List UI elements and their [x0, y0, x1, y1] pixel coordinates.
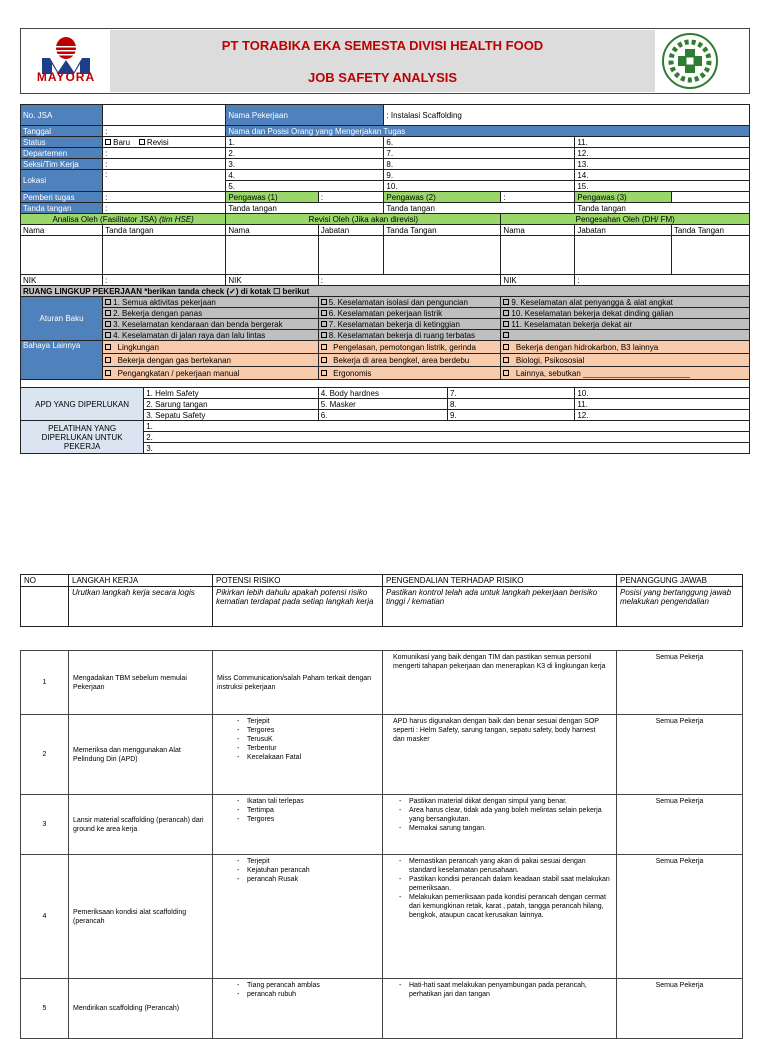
- pelatihan-item[interactable]: 3.: [144, 443, 750, 454]
- revisi-nik-field[interactable]: :: [318, 275, 501, 286]
- checkbox-icon[interactable]: [503, 321, 509, 327]
- apd-item[interactable]: 10.: [575, 388, 750, 399]
- risk-item: - Tertimpa: [247, 806, 378, 815]
- aturan-item[interactable]: [318, 297, 501, 308]
- bahaya-item-label: Ergonomis: [333, 368, 372, 378]
- control-text: Komunikasi yang baik dengan TIM dan pastikan semua personil mengerti tahapan pekerjaan dan menerapkan K3 di lingkungan kerja: [393, 654, 606, 670]
- aturan-item-label: 1. Semua aktivitas pekerjaan: [113, 297, 216, 307]
- seksi-field[interactable]: :: [103, 159, 226, 170]
- nama-posisi-header: Nama dan Posisi Orang yang Mengerjakan Tugas: [226, 126, 750, 137]
- jsa-step-row: [21, 855, 743, 979]
- bahaya-item[interactable]: [501, 367, 750, 380]
- pengawas-3-signature[interactable]: Tanda tangan: [575, 203, 750, 214]
- checkbox-icon[interactable]: [503, 370, 509, 376]
- step-description: Mengadakan TBM sebelum memulai Pekerjaan: [69, 651, 213, 715]
- bahaya-item-label: Lingkungan: [117, 342, 159, 352]
- analisa-nama-header: Nama: [21, 225, 103, 236]
- checkbox-icon[interactable]: [321, 357, 327, 363]
- no-jsa-label: No. JSA: [21, 105, 103, 126]
- tanda-tangan-label: Tanda tangan: [21, 203, 103, 214]
- step-description: Memeriksa dan menggunakan Alat Pelindung Diri (APD): [69, 715, 213, 795]
- step-description: Mendirikan scaffolding (Perancah): [69, 979, 213, 1039]
- bahaya-item[interactable]: [501, 341, 750, 354]
- analisa-ttd-header: Tanda tangan: [103, 225, 226, 236]
- aturan-item[interactable]: [318, 330, 501, 341]
- risk-item: - Tiang perancah amblas: [247, 981, 378, 990]
- apd-item[interactable]: 2. Sarung tangan: [144, 399, 319, 410]
- col-no-desc: [21, 587, 69, 627]
- checkbox-icon[interactable]: [321, 299, 327, 305]
- step-responsible: Semua Pekerja: [617, 715, 743, 795]
- worker-4[interactable]: 4.: [226, 170, 384, 181]
- jsa-steps-header: [20, 574, 743, 627]
- pengesahan-nik-label: NIK: [501, 275, 575, 286]
- step-number: 4: [21, 855, 69, 979]
- revisi-oleh-header: Revisi Oleh (Jika akan direvisi): [226, 214, 501, 225]
- apd-item[interactable]: 4. Body hardnes: [318, 388, 447, 399]
- revisi-label: Revisi: [146, 137, 169, 147]
- pengawas-2-label: Pengawas (2): [384, 192, 501, 203]
- checkbox-icon[interactable]: [105, 370, 111, 376]
- aturan-item[interactable]: [103, 297, 319, 308]
- checkbox-icon[interactable]: [105, 332, 111, 338]
- risk-item: - Kecelakaan Fatal: [247, 753, 378, 762]
- control-item: - Area harus clear, tidak ada yang boleh melintas selain pekerja yang bersangkutan.: [409, 806, 612, 824]
- checkbox-icon[interactable]: [105, 310, 111, 316]
- aturan-item[interactable]: [501, 330, 750, 341]
- jsa-form-table: [20, 104, 750, 454]
- aturan-item[interactable]: [103, 319, 319, 330]
- pengesahan-header: Pengesahan Oleh (DH/ FM): [501, 214, 750, 225]
- pengesahan-nama-header: Nama: [501, 225, 575, 236]
- aturan-item-label: 6. Keselamatan pekerjaan listrik: [328, 308, 443, 318]
- col-pj-desc: Posisi yang bertanggung jawab melakukan pengendalian: [617, 587, 743, 627]
- worker-10[interactable]: 10.: [384, 181, 575, 192]
- aturan-item-label: 11. Keselamatan bekerja dekat air: [511, 319, 633, 329]
- step-risks: [213, 795, 383, 855]
- apd-item[interactable]: 8.: [448, 399, 575, 410]
- step-description: Pemeriksaan kondisi alat scaffolding (perancah: [69, 855, 213, 979]
- checkbox-icon[interactable]: [503, 310, 509, 316]
- aturan-item-label: 7. Keselamatan bekerja di ketinggian: [328, 319, 460, 329]
- control-item: - Hati-hati saat melakukan penyambungan pada perancah, perhatikan jari dan tangan: [409, 981, 612, 999]
- worker-1[interactable]: 1.: [226, 137, 384, 148]
- worker-9[interactable]: 9.: [384, 170, 575, 181]
- step-responsible: Semua Pekerja: [617, 855, 743, 979]
- step-risks: [213, 715, 383, 795]
- aturan-item-label: 8. Keselamatan bekerja di ruang terbatas: [328, 330, 476, 340]
- checkbox-icon[interactable]: [503, 344, 509, 350]
- bahaya-item-label: Biologi, Psikososial: [515, 355, 585, 365]
- bahaya-item[interactable]: [318, 341, 501, 354]
- lokasi-label: Lokasi: [21, 170, 103, 192]
- departemen-label: Departemen: [21, 148, 103, 159]
- checkbox-icon[interactable]: [503, 332, 509, 338]
- departemen-field[interactable]: :: [103, 148, 226, 159]
- checkbox-icon[interactable]: [105, 344, 111, 350]
- apd-item[interactable]: 5. Masker: [318, 399, 447, 410]
- step-risks: [213, 651, 383, 715]
- checkbox-icon[interactable]: [503, 299, 509, 305]
- aturan-item-label: 10. Keselamatan bekerja dekat dinding galian: [511, 308, 674, 318]
- step-number: 1: [21, 651, 69, 715]
- revisi-jabatan-header: Jabatan: [318, 225, 384, 236]
- aturan-item[interactable]: [103, 308, 319, 319]
- pengawas-1-signature[interactable]: Tanda tangan: [226, 203, 384, 214]
- control-item: - Memastikan perancah yang akan di pakai sesuai dengan standard keselamatan perusahaan.: [409, 857, 612, 875]
- bahaya-item-label: Pengangkatan / pekerjaan manual: [117, 368, 240, 378]
- checkbox-icon[interactable]: [321, 332, 327, 338]
- tanda-tangan-field[interactable]: :: [103, 203, 226, 214]
- checkbox-icon[interactable]: [105, 357, 111, 363]
- worker-15[interactable]: 15.: [575, 181, 750, 192]
- analisa-nama-field[interactable]: [21, 236, 103, 275]
- risk-item: - perancah Rusak: [247, 875, 378, 884]
- revisi-ttd-header: Tanda Tangan: [384, 225, 501, 236]
- analisa-nik-field[interactable]: :: [103, 275, 226, 286]
- aturan-item-label: 3. Keselamatan kendaraan dan benda bergerak: [113, 319, 283, 329]
- worker-3[interactable]: 3.: [226, 159, 384, 170]
- pengawas-1-field[interactable]: :: [318, 192, 384, 203]
- worker-2[interactable]: 2.: [226, 148, 384, 159]
- no-jsa-field[interactable]: [103, 105, 226, 126]
- col-penanggung-jawab: PENANGGUNG JAWAB: [617, 575, 743, 587]
- control-text: APD harus digunakan dengan baik dan benar sesuai dengan SOP seperti : Helm Safety, sarung tangan, sepatu safety, body harnest dan masker: [393, 718, 599, 743]
- step-controls: [383, 979, 617, 1039]
- k3-emblem-logo: [660, 32, 720, 90]
- apd-label: APD YANG DIPERLUKAN: [21, 388, 144, 421]
- col-langkah-kerja: LANGKAH KERJA: [69, 575, 213, 587]
- pengawas-2-field[interactable]: :: [501, 192, 575, 203]
- analisa-ttd-field[interactable]: [103, 236, 226, 275]
- risk-item: - Kejatuhan perancah: [247, 866, 378, 875]
- apd-item[interactable]: 3. Sepatu Safety: [144, 410, 319, 421]
- col-no: NO: [21, 575, 69, 587]
- risk-item: - Ikatan tali terlepas: [247, 797, 378, 806]
- pengesahan-jabatan-header: Jabatan: [575, 225, 672, 236]
- mayora-logo-text: MAYORA: [36, 70, 96, 84]
- nama-pekerjaan-label: Nama Pekerjaan: [226, 105, 384, 126]
- revisi-ttd-field[interactable]: [384, 236, 501, 275]
- bahaya-item-label: Pengelasan, pemotongan listrik, gerinda: [333, 342, 476, 352]
- checkbox-icon[interactable]: [503, 357, 509, 363]
- checkbox-icon[interactable]: [105, 299, 111, 305]
- risk-item: - Tergores: [247, 726, 378, 735]
- apd-item[interactable]: 9.: [448, 410, 575, 421]
- bahaya-item[interactable]: [103, 367, 319, 380]
- step-number: 3: [21, 795, 69, 855]
- bahaya-item[interactable]: [103, 341, 319, 354]
- tanggal-field[interactable]: :: [103, 126, 226, 137]
- risk-text: Miss Communication/salah Paham terkait dengan instruksi pekerjaan: [217, 674, 372, 691]
- revisi-nama-header: Nama: [226, 225, 318, 236]
- pengawas-3-label: Pengawas (3): [575, 192, 672, 203]
- checkbox-icon[interactable]: [105, 321, 111, 327]
- checkbox-icon[interactable]: [321, 310, 327, 316]
- pemberi-tugas-field[interactable]: :: [103, 192, 226, 203]
- apd-item[interactable]: 11.: [575, 399, 750, 410]
- bahaya-item-label: Lainnya, sebutkan ________________________: [515, 368, 690, 378]
- control-item: - Melakukan pemeriksaan pada kondisi perancah dengan cermat dari kemungkinan retak, karat , patah, tangga perancah hilang, bengkok, ataupun cacat kerusakan lainnya.: [409, 893, 612, 920]
- bahaya-item-label: Bekerja dengan gas bertekanan: [117, 355, 231, 365]
- risk-item: - TerusuK: [247, 735, 378, 744]
- control-item: - Pastikan material diikat dengan simpul yang benar.: [409, 797, 612, 806]
- baru-label: Baru: [113, 137, 131, 147]
- revisi-nik-label: NIK: [226, 275, 318, 286]
- bahaya-item-label: Bekerja di area bengkel, area berdebu: [333, 355, 470, 365]
- aturan-item-label: 4. Keselamatan di jalan raya dan lalu lintas: [113, 330, 266, 340]
- jsa-steps-table: [20, 650, 743, 1039]
- risk-item: - Tergores: [247, 815, 378, 824]
- apd-item[interactable]: 12.: [575, 410, 750, 421]
- bahaya-item[interactable]: [103, 354, 319, 367]
- pelatihan-label: PELATIHAN YANG DIPERLUKAN UNTUK PEKERJA: [21, 421, 144, 454]
- pengesahan-jabatan-field[interactable]: [575, 236, 672, 275]
- worker-7[interactable]: 7.: [384, 148, 575, 159]
- step-number: 2: [21, 715, 69, 795]
- apd-item[interactable]: 1. Helm Safety: [144, 388, 319, 399]
- aturan-item-label: 5. Keselamatan isolasi dan penguncian: [328, 297, 468, 307]
- jsa-step-row: [21, 795, 743, 855]
- step-responsible: Semua Pekerja: [617, 651, 743, 715]
- revisi-jabatan-field[interactable]: [318, 236, 384, 275]
- status-options: [103, 137, 226, 148]
- step-controls: [383, 795, 617, 855]
- seksi-label: Seksi/Tim Kerja: [21, 159, 103, 170]
- aturan-item[interactable]: [318, 308, 501, 319]
- bahaya-item[interactable]: [318, 354, 501, 367]
- risk-item: - Terjepit: [247, 857, 378, 866]
- pengesahan-ttd-field[interactable]: [671, 236, 749, 275]
- bahaya-item[interactable]: [501, 354, 750, 367]
- aturan-item-label: 2. Bekerja dengan panas: [113, 308, 203, 318]
- aturan-item[interactable]: [501, 308, 750, 319]
- step-description: Lansir material scaffolding (perancah) dari ground ke area kerja: [69, 795, 213, 855]
- col-potensi-risiko: POTENSI RISIKO: [213, 575, 383, 587]
- worker-6[interactable]: 6.: [384, 137, 575, 148]
- step-risks: [213, 979, 383, 1039]
- pengesahan-nama-field[interactable]: [501, 236, 575, 275]
- step-responsible: Semua Pekerja: [617, 979, 743, 1039]
- company-title: PT TORABIKA EKA SEMESTA DIVISI HEALTH FOOD: [221, 38, 544, 53]
- col-potensi-desc: Pikirkan lebih dahulu apakah potensi risiko kematian terdapat pada setiap langkah kerja: [213, 587, 383, 627]
- checkbox-icon[interactable]: [321, 370, 327, 376]
- aturan-item[interactable]: [501, 297, 750, 308]
- pemberi-tugas-label: Pemberi tugas: [21, 192, 103, 203]
- aturan-baku-label: Aturan Baku: [21, 297, 103, 341]
- control-item: - Pastikan kondisi perancah dalam keadaan stabil saat melakukan pemeriksaan.: [409, 875, 612, 893]
- pelatihan-item[interactable]: 2.: [144, 432, 750, 443]
- checkbox-icon[interactable]: [321, 344, 327, 350]
- worker-12[interactable]: 12.: [575, 148, 750, 159]
- aturan-item[interactable]: [318, 319, 501, 330]
- step-risks: [213, 855, 383, 979]
- checkbox-icon[interactable]: [321, 321, 327, 327]
- worker-11[interactable]: 11.: [575, 137, 750, 148]
- jsa-step-row: [21, 715, 743, 795]
- analisa-nik-label: NIK: [21, 275, 103, 286]
- pengawas-3-field[interactable]: [671, 192, 749, 203]
- status-label: Status: [21, 137, 103, 148]
- aturan-item-label: 9. Keselamatan alat penyangga & alat angkat: [511, 297, 673, 307]
- analisa-header: [21, 214, 226, 225]
- col-pengendalian: PENGENDALIAN TERHADAP RISIKO: [383, 575, 617, 587]
- jsa-step-row: [21, 979, 743, 1039]
- worker-5[interactable]: 5.: [226, 181, 384, 192]
- step-responsible: Semua Pekerja: [617, 795, 743, 855]
- risk-item: - Terjepit: [247, 717, 378, 726]
- step-number: 5: [21, 979, 69, 1039]
- step-controls: [383, 715, 617, 795]
- revisi-nama-field[interactable]: [226, 236, 318, 275]
- document-title: JOB SAFETY ANALYSIS: [307, 70, 458, 85]
- bahaya-item[interactable]: [318, 367, 501, 380]
- tim-hse-label: (tim HSE): [159, 214, 194, 224]
- nama-pekerjaan-value[interactable]: : Instalasi Scaffolding: [384, 105, 750, 126]
- worker-13[interactable]: 13.: [575, 159, 750, 170]
- tanggal-label: Tanggal: [21, 126, 103, 137]
- risk-item: - Terbentur: [247, 744, 378, 753]
- aturan-item[interactable]: [103, 330, 319, 341]
- apd-item[interactable]: 6.: [318, 410, 447, 421]
- worker-14[interactable]: 14.: [575, 170, 750, 181]
- pengesahan-nik-field[interactable]: :: [575, 275, 750, 286]
- step-controls: [383, 855, 617, 979]
- pengawas-2-signature[interactable]: Tanda tangan: [384, 203, 575, 214]
- pengawas-1-label: Pengawas (1): [226, 192, 318, 203]
- col-pengendalian-desc: Pastikan kontrol telah ada untuk langkah pekerjaan berisiko tinggi / kematian: [383, 587, 617, 627]
- baru-checkbox[interactable]: [105, 139, 111, 145]
- analisa-label: Analisa Oleh (Fasilitator JSA): [52, 214, 157, 224]
- apd-item[interactable]: 7.: [448, 388, 575, 399]
- jsa-step-row: [21, 651, 743, 715]
- ruang-lingkup-header: RUANG LINGKUP PEKERJAAN *berikan tanda check (✓) di kotak ☐ berikut: [21, 286, 750, 297]
- bahaya-item-label: Bekerja dengan hidrokarbon, B3 lainnya: [515, 342, 659, 352]
- col-langkah-desc: Urutkan langkah kerja secara logis: [69, 587, 213, 627]
- step-controls: [383, 651, 617, 715]
- aturan-item[interactable]: [501, 319, 750, 330]
- lokasi-field[interactable]: :: [103, 170, 226, 192]
- pengesahan-ttd-header: Tanda Tangan: [671, 225, 749, 236]
- risk-item: - perancah rubuh: [247, 990, 378, 999]
- worker-8[interactable]: 8.: [384, 159, 575, 170]
- pelatihan-item[interactable]: 1.: [144, 421, 750, 432]
- spacer-row: [21, 380, 750, 388]
- control-item: - Memakai sarung tangan.: [409, 824, 612, 833]
- revisi-checkbox[interactable]: [139, 139, 145, 145]
- bahaya-lainnya-label: Bahaya Lainnya: [21, 341, 103, 380]
